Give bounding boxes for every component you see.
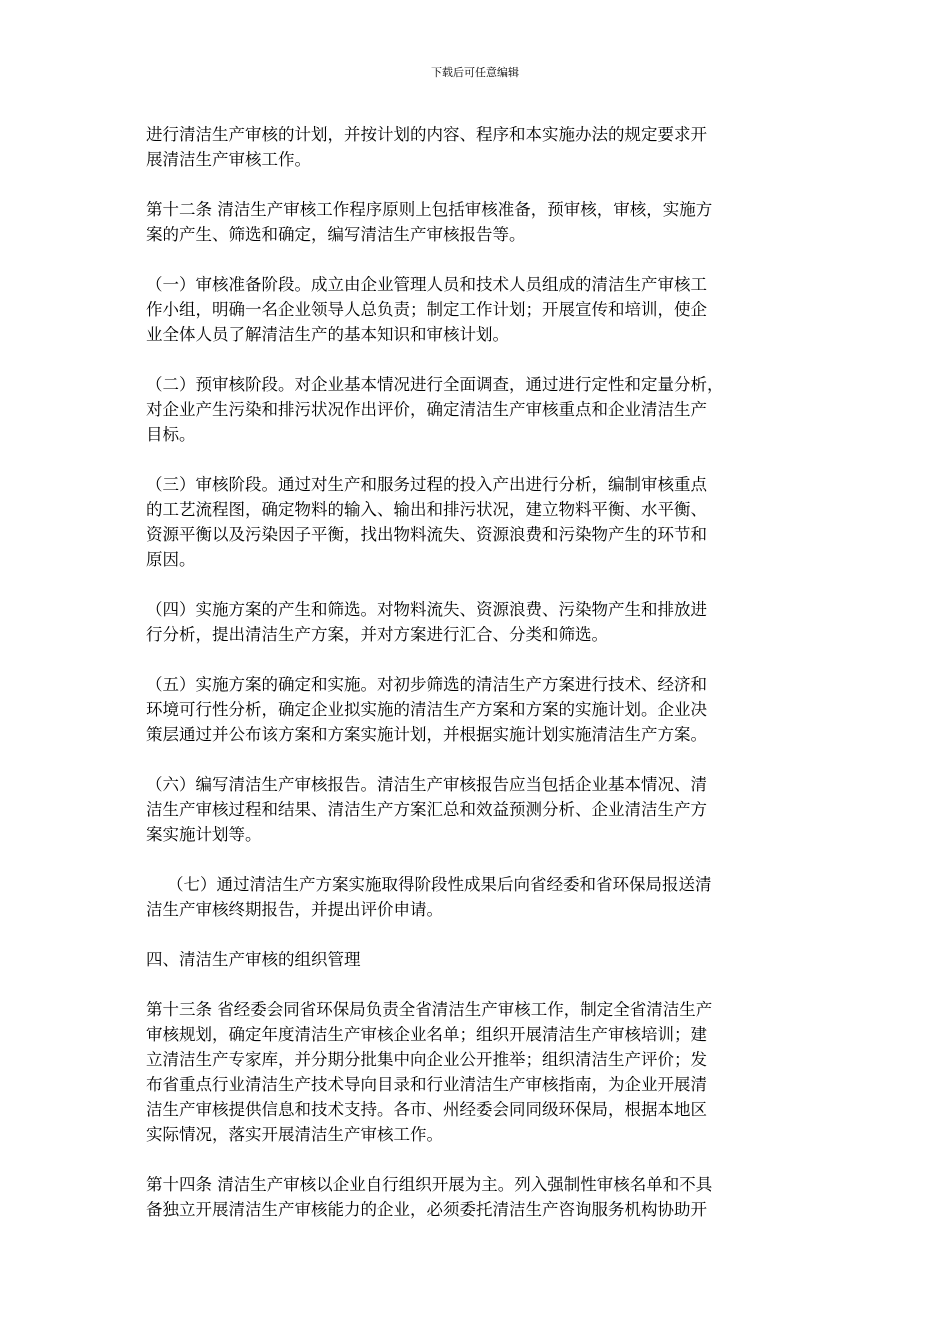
document-body <box>146 122 806 1222</box>
paragraph-stage-5: （五）实施方案的确定和实施。对初步筛选的清洁生产方案进行技术、经济和 环境可行性分析，确定企业拟实施的清洁生产方案和方案的实施计划。企业决 策层通过并公布该方案和方案实施计划，并根据实施计划实施清洁生产方案。 <box>146 675 707 744</box>
paragraph-stage-1: （一）审核准备阶段。成立由企业管理人员和技术人员组成的清洁生产审核工 作小组，明确一名企业领导人总负责；制定工作计划；开展宣传和培训，使企 业全体人员了解清洁生产的基本知识和审核计划。 <box>146 275 707 344</box>
section-heading-4: 四、清洁生产审核的组织管理 <box>146 950 361 969</box>
paragraph-article-13: 第十三条 省经委会同省环保局负责全省清洁生产审核工作，制定全省清洁生产 审核规划，确定年度清洁生产审核企业名单；组织开展清洁生产审核培训；建 立清洁生产专家库，并分期分批集中向企业公开推举；组织清洁生产评价；发 布省重点行业清洁生产技术导向目录和行业清洁生产审核指南，为企业开展清 洁生产审核提供信息和技术支持。各市、州经委会同同级环保局，根据本地区 实际情况，落实开展清洁生产审核工作。 <box>146 1000 713 1144</box>
paragraph-stage-7: （七）通过清洁生产方案实施取得阶段性成果后向省经委和省环保局报送清 洁生产审核终期报告，并提出评价申请。 <box>146 875 712 919</box>
paragraph-article-14: 第十四条 清洁生产审核以企业自行组织开展为主。列入强制性审核名单和不具 备独立开展清洁生产审核能力的企业，必须委托清洁生产咨询服务机构协助开 <box>146 1175 713 1219</box>
paragraph-stage-3: （三）审核阶段。通过对生产和服务过程的投入产出进行分析，编制审核重点 的工艺流程图，确定物料的输入、输出和排污状况，建立物料平衡、水平衡、 资源平衡以及污染因子平衡，找出物料流失、资源浪费和污染物产生的环节和 原因。 <box>146 475 707 569</box>
paragraph-stage-2: （二）预审核阶段。对企业基本情况进行全面调查，通过进行定性和定量分析， 对企业产生污染和排污状况作出评价，确定清洁生产审核重点和企业清洁生产 目标。 <box>146 375 724 444</box>
paragraph-article-12: 第十二条 清洁生产审核工作程序原则上包括审核准备，预审核，审核，实施方 案的产生、筛选和确定，编写清洁生产审核报告等。 <box>146 200 713 244</box>
page-header: 下载后可任意编辑 <box>431 66 519 79</box>
paragraph-stage-4: （四）实施方案的产生和筛选。对物料流失、资源浪费、污染物产生和排放进 行分析，提出清洁生产方案，并对方案进行汇合、分类和筛选。 <box>146 600 707 644</box>
paragraph-stage-6: （六）编写清洁生产审核报告。清洁生产审核报告应当包括企业基本情况、清 洁生产审核过程和结果、清洁生产方案汇总和效益预测分析、企业清洁生产方 案实施计划等。 <box>146 775 707 844</box>
paragraph-intro: 进行清洁生产审核的计划，并按计划的内容、程序和本实施办法的规定要求开 展清洁生产审核工作。 <box>146 125 707 169</box>
